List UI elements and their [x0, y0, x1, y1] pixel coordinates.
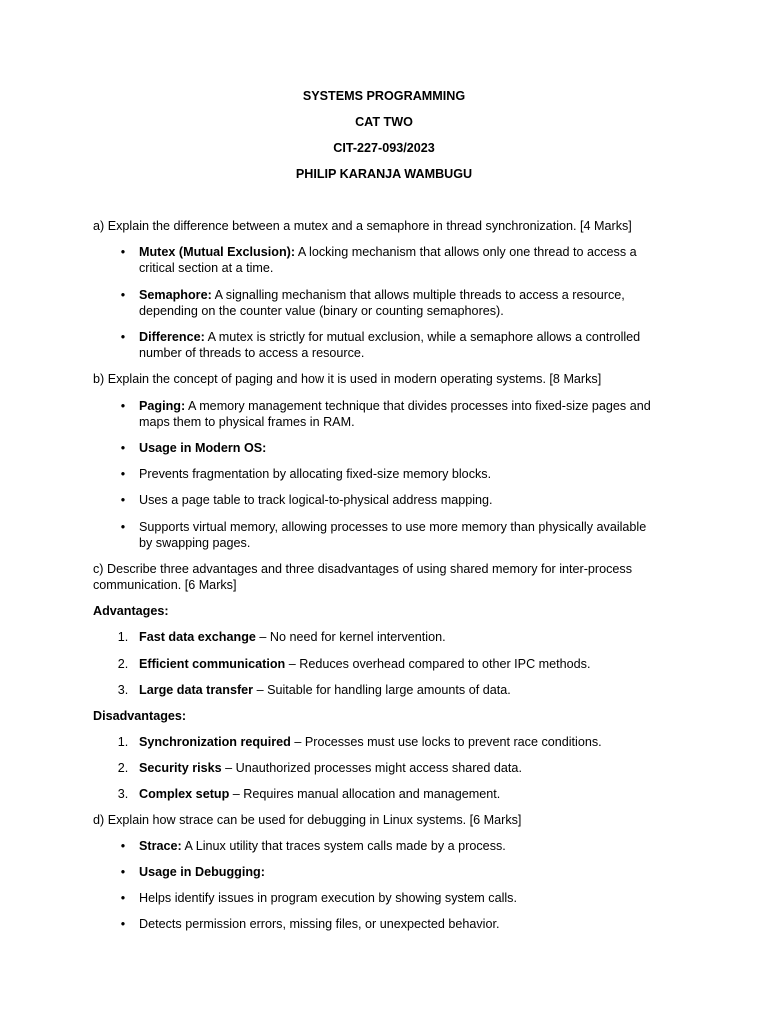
bullet-marker: •: [120, 520, 126, 534]
description: Supports virtual memory, allowing processes to use more memory than physically available: [139, 520, 647, 534]
question-text-cont: communication. [6 Marks]: [93, 578, 237, 592]
list-item-paging: [139, 398, 679, 430]
description: – Requires manual allocation and management.: [229, 787, 501, 801]
description: – No need for kernel intervention.: [255, 630, 446, 644]
description: A locking mechanism that allows only one thread to access a: [295, 245, 637, 259]
description-cont: critical section at a time.: [139, 261, 274, 275]
assessment-title: CAT TWO: [355, 115, 413, 129]
description: – Processes must use locks to prevent race conditions.: [290, 735, 602, 749]
student-name: PHILIP KARANJA WAMBUGU: [295, 167, 473, 181]
list-item-strace: [139, 838, 679, 854]
term: Usage in Debugging:: [139, 865, 265, 879]
bullet-marker: •: [120, 330, 126, 344]
list-item-page-table: Uses a page table to track logical-to-physical address mapping.: [139, 493, 493, 507]
description: – Unauthorized processes might access shared data.: [221, 761, 522, 775]
question-c: [93, 561, 673, 593]
disadvantage-item: [139, 734, 679, 750]
term: Security risks: [139, 761, 222, 775]
description: – Reduces overhead compared to other IPC methods.: [285, 657, 591, 671]
advantage-item: [139, 682, 679, 698]
list-item-difference: [139, 329, 679, 361]
term: Large data transfer: [139, 683, 254, 697]
description: – Suitable for handling large amounts of data.: [253, 683, 511, 697]
list-item-identify-issues: Helps identify issues in program execution by showing system calls.: [139, 891, 517, 905]
term: Complex setup: [139, 787, 230, 801]
bullet-marker: •: [120, 891, 126, 905]
description: A Linux utility that traces system calls made by a process.: [181, 839, 506, 853]
description: A mutex is strictly for mutual exclusion, while a semaphore allows a controlled: [204, 330, 641, 344]
term: Difference:: [139, 330, 205, 344]
bullet-marker: •: [120, 399, 126, 413]
list-number: 1.: [117, 735, 129, 749]
term: Mutex (Mutual Exclusion):: [139, 245, 296, 259]
advantages-heading: Advantages:: [93, 604, 169, 618]
bullet-marker: •: [120, 245, 126, 259]
list-number: 3.: [117, 683, 129, 697]
registration-number: CIT-227-093/2023: [333, 141, 435, 155]
list-item-mutex: [139, 244, 679, 276]
question-text: c) Describe three advantages and three disadvantages of using shared memory for inter-process: [93, 562, 633, 576]
list-item-semaphore: [139, 287, 679, 319]
list-number: 2.: [117, 761, 129, 775]
list-number: 1.: [117, 630, 129, 644]
bullet-marker: •: [120, 865, 126, 879]
term: Fast data exchange: [139, 630, 256, 644]
term: Usage in Modern OS:: [139, 441, 267, 455]
list-item-usage-debugging: [139, 864, 679, 880]
bullet-marker: •: [120, 839, 126, 853]
bullet-marker: •: [120, 493, 126, 507]
list-number: 3.: [117, 787, 129, 801]
description-cont: maps them to physical frames in RAM.: [139, 415, 355, 429]
course-title: SYSTEMS PROGRAMMING: [302, 89, 466, 103]
list-item-virtual-memory: [139, 519, 679, 551]
term: Semaphore:: [139, 288, 212, 302]
advantage-item: [139, 629, 679, 645]
term: Synchronization required: [139, 735, 291, 749]
description-cont: number of threads to access a resource.: [139, 346, 365, 360]
question-a: a) Explain the difference between a mutex and a semaphore in thread synchronization. [4 Marks]: [93, 219, 632, 233]
list-number: 2.: [117, 657, 129, 671]
question-d: d) Explain how strace can be used for debugging in Linux systems. [6 Marks]: [93, 813, 522, 827]
description-cont: depending on the counter value (binary or counting semaphores).: [139, 304, 504, 318]
bullet-marker: •: [120, 441, 126, 455]
term: Paging:: [139, 399, 186, 413]
question-b: b) Explain the concept of paging and how it is used in modern operating systems. [8 Marks]: [93, 372, 602, 386]
term: Strace:: [139, 839, 182, 853]
advantage-item: [139, 656, 679, 672]
bullet-marker: •: [120, 917, 126, 931]
disadvantages-heading: Disadvantages:: [93, 709, 187, 723]
list-item-usage-modern-os: [139, 440, 679, 456]
description: A signalling mechanism that allows multiple threads to access a resource,: [211, 288, 625, 302]
list-item-fragmentation: Prevents fragmentation by allocating fixed-size memory blocks.: [139, 467, 492, 481]
term: Efficient communication: [139, 657, 286, 671]
bullet-marker: •: [120, 467, 126, 481]
disadvantage-item: [139, 786, 679, 802]
bullet-marker: •: [120, 288, 126, 302]
disadvantage-item: [139, 760, 679, 776]
list-item-detect-errors: Detects permission errors, missing files, or unexpected behavior.: [139, 917, 500, 931]
description-cont: by swapping pages.: [139, 536, 251, 550]
description: A memory management technique that divides processes into fixed-size pages and: [185, 399, 651, 413]
